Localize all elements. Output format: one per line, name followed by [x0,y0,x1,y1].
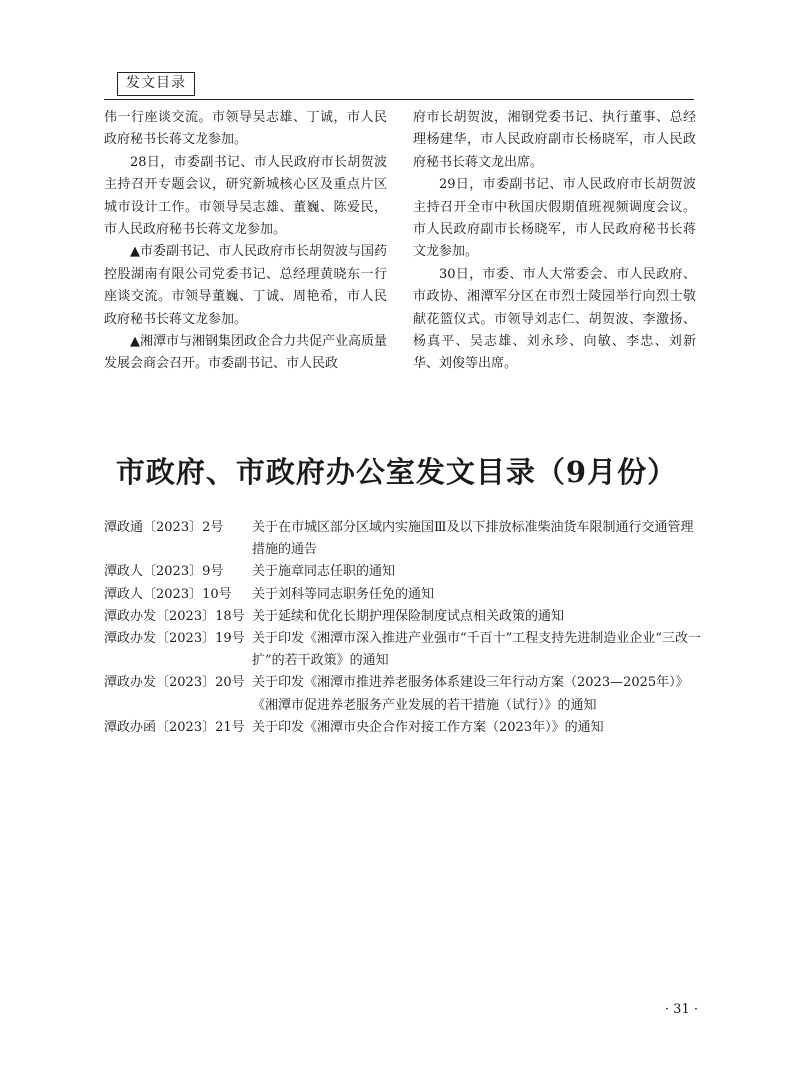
left-paragraph-2: 28日，市委副书记、市人民政府市长胡贺波主持召开专题会议，研究新城核心区及重点片区城市设计工作。市领导吴志雄、董巍、陈爱民，市人民政府秘书长蒋文龙参加。 [104,154,387,238]
document-title: 关于印发《湘潭市央企合作对接工作方案（2023年）》的通知 [252,719,604,735]
right-paragraph-3: 30日，市委、市人大常委会、市人民政府、市政协、湘潭军分区在市烈士陵园举行向烈士敬献花篮仪式。市领导刘志仁、胡贺波、李激扬、杨真平、吴志雄、刘永珍、向敏、李忠、刘新华、刘俊等出席。 [413,266,696,372]
left-paragraph-4: ▲湘潭市与湘钢集团政企合力共促产业高质量发展会商会召开。市委副书记、市人民政 [104,334,387,372]
document-title: 关于印发《湘潭市深入推进产业强市“千百十”工程支持先进制造业企业“三改一扩”的若干政策》的通知 [252,631,701,669]
document-title: 关于施章同志任职的通知 [252,564,396,580]
document-number: 潭政办函〔2023〕21号 [104,719,245,735]
document-list [104,517,704,739]
section-tag: 发文目录 [117,72,195,96]
document-number: 潭政办发〔2023〕18号 [104,608,245,624]
document-title: 关于刘科等同志职务任免的通知 [252,586,435,602]
document-number: 潭政办发〔2023〕19号 [104,631,245,647]
left-paragraph-1: 伟一行座谈交流。市领导吴志雄、丁诚，市人民政府秘书长蒋文龙参加。 [104,110,387,148]
page-number: · 31 · [664,1002,698,1017]
document-row [104,672,704,716]
document-title: 关于在市城区部分区域内实施国Ⅲ及以下排放标准柴油货车限制通行交通管理措施的通告 [252,520,694,558]
document-row [104,628,704,672]
left-column [104,107,387,376]
header-rule [104,99,694,100]
right-paragraph-1: 府市长胡贺波，湘钢党委书记、执行董事、总经理杨建华，市人民政府副市长杨晓军，市人民政府秘书长蒋文龙出席。 [413,110,696,170]
document-row [104,606,704,628]
right-paragraph-2: 29日，市委副书记、市人民政府市长胡贺波主持召开全市中秋国庆假期值班视频调度会议。市人民政府副市长杨晓军，市人民政府秘书长蒋文龙参加。 [413,177,696,260]
document-row [104,561,704,583]
document-row [104,517,704,561]
document-number: 潭政办发〔2023〕20号 [104,675,245,691]
document-number: 潭政人〔2023〕9号 [104,564,224,580]
document-row [104,584,704,606]
document-row [104,717,704,739]
document-number: 潭政人〔2023〕10号 [104,586,232,602]
right-column [413,107,696,376]
document-title: 关于印发《湘潭市推进养老服务体系建设三年行动方案（2023—2025年）》《湘潭市促进养老服务产业发展的若干措施（试行）》的通知 [252,675,689,713]
document-number: 潭政通〔2023〕2号 [104,520,224,535]
left-paragraph-3: ▲市委副书记、市人民政府市长胡贺波与国药控股湖南有限公司党委书记、总经理黄晓东一行座谈交流。市领导董巍、丁诚、周艳希，市人民政府秘书长蒋文龙参加。 [104,244,387,327]
section-title: 市政府、市政府办公室发文目录（9月份） [115,455,678,489]
document-title: 关于延续和优化长期护理保险制度试点相关政策的通知 [252,608,565,624]
